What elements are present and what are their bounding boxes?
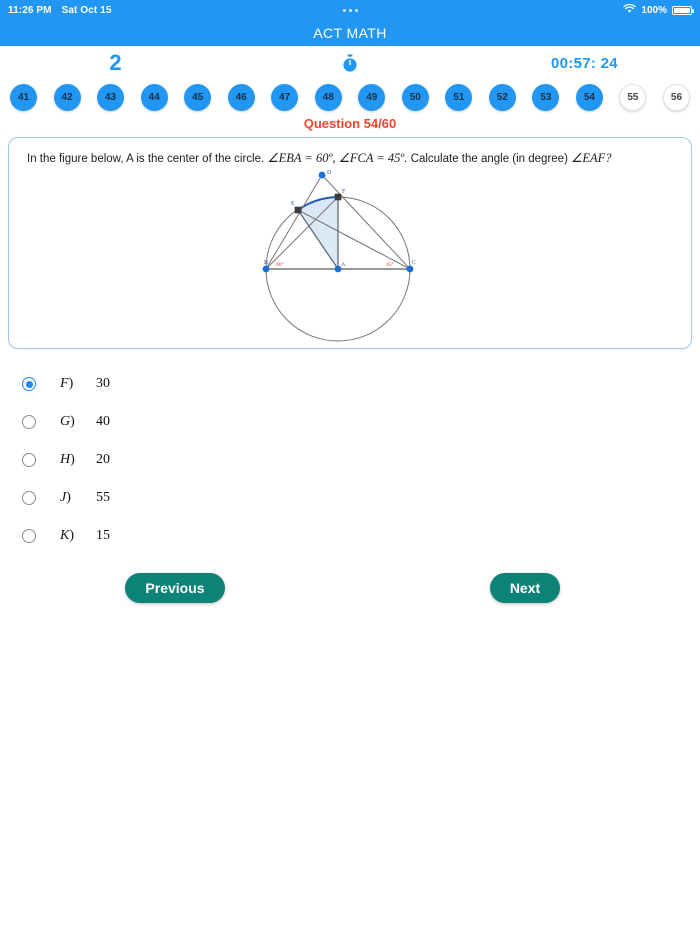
question-pill-47[interactable]: 47 xyxy=(271,84,298,111)
radio-f[interactable] xyxy=(22,377,36,391)
status-time: 11:26 PM xyxy=(8,4,52,16)
figure-point-F xyxy=(335,194,342,201)
question-pill-41[interactable]: 41 xyxy=(10,84,37,111)
answer-value-f: 30 xyxy=(96,376,110,391)
answer-options-list xyxy=(0,349,700,555)
question-pill-55[interactable]: 55 xyxy=(619,84,646,111)
question-pill-52[interactable]: 52 xyxy=(489,84,516,111)
question-counter: Question 54/60 xyxy=(303,116,397,131)
answer-option-k[interactable] xyxy=(22,517,700,555)
question-pill-53[interactable]: 53 xyxy=(532,84,559,111)
answer-letter-g xyxy=(60,414,96,430)
figure-point-C xyxy=(407,266,414,273)
answer-letter-paren: ) xyxy=(70,452,75,467)
figure-label-C: C xyxy=(412,260,417,266)
battery-percent-label: 100% xyxy=(641,4,667,16)
figure-point-B xyxy=(263,266,270,273)
figure-label-D: D xyxy=(327,170,332,176)
figure-angle-left: 60° xyxy=(276,262,284,268)
next-button[interactable]: Next xyxy=(490,573,560,603)
answer-letter-k xyxy=(60,528,96,544)
circle-geometry-diagram xyxy=(260,168,440,343)
answer-letter-paren: ) xyxy=(70,414,75,429)
answer-letter-paren: ) xyxy=(69,528,75,543)
answer-letter-text: G xyxy=(60,414,71,429)
answer-letter-j xyxy=(60,490,96,506)
figure-angle-right: 45° xyxy=(386,262,394,268)
timer-value: 00:57: 24 xyxy=(551,54,618,72)
previous-cell xyxy=(0,573,350,603)
answer-letter-paren: ) xyxy=(66,490,71,505)
next-cell xyxy=(350,573,700,603)
status-bar-left xyxy=(8,5,112,16)
question-math-eaf: ∠EAF? xyxy=(571,151,612,165)
answer-option-f[interactable] xyxy=(22,365,700,403)
score-value: 2 xyxy=(109,50,122,75)
question-pill-44[interactable]: 44 xyxy=(141,84,168,111)
status-date: Sat Oct 15 xyxy=(61,4,112,16)
page-title: ACT MATH xyxy=(313,25,387,41)
answer-value-j: 55 xyxy=(96,490,110,505)
figure-label-F: F xyxy=(342,189,346,195)
score-timer-row xyxy=(0,46,700,80)
question-pill-49[interactable]: 49 xyxy=(358,84,385,111)
question-pill-strip xyxy=(0,80,700,113)
figure-point-E xyxy=(295,207,302,214)
battery-full-icon xyxy=(672,6,692,15)
answer-letter-text: J xyxy=(60,490,67,505)
question-pill-43[interactable]: 43 xyxy=(97,84,124,111)
figure-label-A: A xyxy=(341,262,346,268)
answer-value-h: 20 xyxy=(96,452,110,467)
answer-value-g: 40 xyxy=(96,414,110,429)
stopwatch-icon xyxy=(231,54,469,73)
status-bar xyxy=(0,0,700,20)
radio-j[interactable] xyxy=(22,491,36,505)
question-pill-46[interactable]: 46 xyxy=(228,84,255,111)
answer-option-j[interactable] xyxy=(22,479,700,517)
answer-letter-h xyxy=(60,452,96,468)
answer-option-g[interactable] xyxy=(22,403,700,441)
question-text-part1: In the figure below, A is the center of the circle. xyxy=(27,153,265,165)
question-pill-42[interactable]: 42 xyxy=(54,84,81,111)
answer-letter-text: F xyxy=(60,376,69,391)
figure-container xyxy=(9,168,691,343)
question-pill-50[interactable]: 50 xyxy=(402,84,429,111)
answer-value-k: 15 xyxy=(96,528,110,543)
radio-g[interactable] xyxy=(22,415,36,429)
question-text-part2: Calculate the angle (in degree) xyxy=(410,153,568,165)
figure-label-B: B xyxy=(264,260,269,266)
question-card xyxy=(8,137,692,349)
navigation-row xyxy=(0,555,700,603)
previous-button[interactable]: Previous xyxy=(125,573,224,603)
wifi-icon xyxy=(623,4,636,17)
answer-letter-text: K xyxy=(60,528,70,543)
question-text xyxy=(9,138,691,168)
question-pill-54[interactable]: 54 xyxy=(576,84,603,111)
figure-point-D xyxy=(319,172,326,179)
answer-letter-paren: ) xyxy=(68,376,74,391)
question-math-fca: ∠FCA = 45º. xyxy=(338,151,408,165)
answer-option-h[interactable] xyxy=(22,441,700,479)
radio-h[interactable] xyxy=(22,453,36,467)
question-math-eba: ∠EBA = 60º, xyxy=(267,151,336,165)
app-title-bar xyxy=(0,20,700,46)
question-pill-48[interactable]: 48 xyxy=(315,84,342,111)
question-pill-56[interactable]: 56 xyxy=(663,84,690,111)
question-pill-51[interactable]: 51 xyxy=(445,84,472,111)
status-bar-right xyxy=(623,4,692,17)
answer-letter-f xyxy=(60,376,96,392)
radio-k[interactable] xyxy=(22,529,36,543)
answer-letter-text: H xyxy=(60,452,71,467)
question-pill-45[interactable]: 45 xyxy=(184,84,211,111)
figure-label-E: E xyxy=(291,201,295,207)
